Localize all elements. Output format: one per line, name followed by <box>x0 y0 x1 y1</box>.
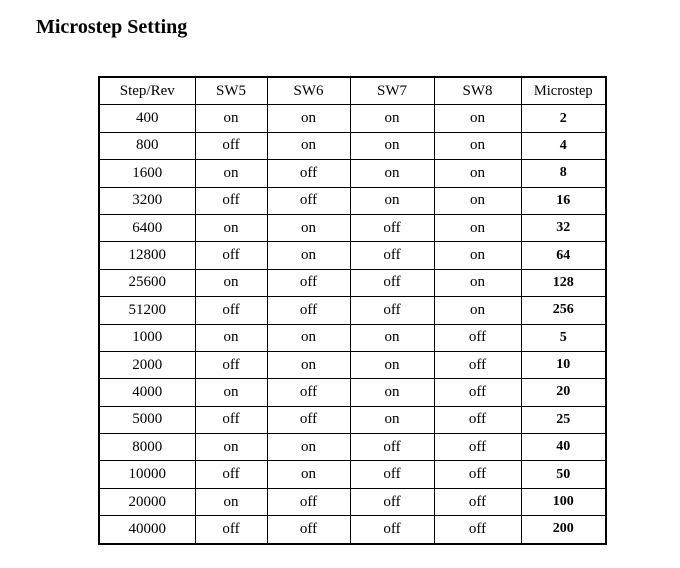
table-header <box>99 77 606 105</box>
sw5-cell: off <box>195 406 267 433</box>
microstep-cell: 25 <box>521 406 606 433</box>
table-row <box>99 132 606 159</box>
microstep-cell: 128 <box>521 269 606 296</box>
microstep-cell: 20 <box>521 379 606 406</box>
sw5-cell: off <box>195 132 267 159</box>
sw8-cell: on <box>434 242 521 269</box>
step-rev-cell: 40000 <box>99 516 195 544</box>
sw6-cell: off <box>267 406 350 433</box>
sw7-cell: on <box>350 105 434 132</box>
sw8-cell: off <box>434 461 521 488</box>
step-rev-cell: 25600 <box>99 269 195 296</box>
sw7-cell: on <box>350 187 434 214</box>
sw8-cell: on <box>434 105 521 132</box>
sw5-cell: on <box>195 324 267 351</box>
column-header-sw6: SW6 <box>267 77 350 105</box>
sw5-cell: off <box>195 242 267 269</box>
table-row <box>99 242 606 269</box>
step-rev-cell: 2000 <box>99 351 195 378</box>
sw8-cell: off <box>434 434 521 461</box>
sw7-cell: off <box>350 269 434 296</box>
sw6-cell: off <box>267 269 350 296</box>
step-rev-cell: 1000 <box>99 324 195 351</box>
sw8-cell: on <box>434 269 521 296</box>
column-header-sw7: SW7 <box>350 77 434 105</box>
sw7-cell: off <box>350 297 434 324</box>
step-rev-cell: 6400 <box>99 214 195 241</box>
sw6-cell: on <box>267 351 350 378</box>
sw6-cell: off <box>267 187 350 214</box>
table-row <box>99 488 606 515</box>
sw7-cell: off <box>350 461 434 488</box>
sw7-cell: on <box>350 379 434 406</box>
table-row <box>99 406 606 433</box>
microstep-cell: 64 <box>521 242 606 269</box>
step-rev-cell: 1600 <box>99 160 195 187</box>
sw5-cell: off <box>195 297 267 324</box>
sw7-cell: on <box>350 132 434 159</box>
sw7-cell: off <box>350 434 434 461</box>
table-row <box>99 324 606 351</box>
table-row <box>99 160 606 187</box>
sw7-cell: on <box>350 160 434 187</box>
table-row <box>99 379 606 406</box>
sw6-cell: on <box>267 434 350 461</box>
sw8-cell: on <box>434 160 521 187</box>
sw8-cell: off <box>434 379 521 406</box>
microstep-cell: 50 <box>521 461 606 488</box>
table-row <box>99 214 606 241</box>
step-rev-cell: 4000 <box>99 379 195 406</box>
table-row <box>99 461 606 488</box>
sw6-cell: off <box>267 297 350 324</box>
table-row <box>99 187 606 214</box>
sw8-cell: on <box>434 132 521 159</box>
sw7-cell: on <box>350 351 434 378</box>
sw5-cell: on <box>195 434 267 461</box>
microstep-cell: 16 <box>521 187 606 214</box>
microstep-cell: 100 <box>521 488 606 515</box>
sw7-cell: off <box>350 516 434 544</box>
sw7-cell: on <box>350 406 434 433</box>
sw5-cell: on <box>195 488 267 515</box>
step-rev-cell: 3200 <box>99 187 195 214</box>
table-row <box>99 105 606 132</box>
step-rev-cell: 5000 <box>99 406 195 433</box>
sw6-cell: on <box>267 242 350 269</box>
sw8-cell: on <box>434 297 521 324</box>
sw5-cell: on <box>195 379 267 406</box>
sw6-cell: on <box>267 132 350 159</box>
sw5-cell: on <box>195 269 267 296</box>
table-row <box>99 351 606 378</box>
sw5-cell: on <box>195 105 267 132</box>
sw8-cell: on <box>434 187 521 214</box>
header-row <box>99 77 606 105</box>
step-rev-cell: 51200 <box>99 297 195 324</box>
step-rev-cell: 800 <box>99 132 195 159</box>
sw6-cell: off <box>267 516 350 544</box>
table-row <box>99 434 606 461</box>
table-row <box>99 297 606 324</box>
column-header-step-rev: Step/Rev <box>99 77 195 105</box>
microstep-cell: 10 <box>521 351 606 378</box>
sw6-cell: on <box>267 324 350 351</box>
sw5-cell: on <box>195 214 267 241</box>
sw6-cell: on <box>267 214 350 241</box>
column-header-sw5: SW5 <box>195 77 267 105</box>
sw5-cell: off <box>195 516 267 544</box>
step-rev-cell: 400 <box>99 105 195 132</box>
sw7-cell: off <box>350 488 434 515</box>
sw5-cell: off <box>195 187 267 214</box>
step-rev-cell: 10000 <box>99 461 195 488</box>
sw7-cell: on <box>350 324 434 351</box>
microstep-cell: 2 <box>521 105 606 132</box>
step-rev-cell: 12800 <box>99 242 195 269</box>
column-header-microstep: Microstep <box>521 77 606 105</box>
sw8-cell: on <box>434 214 521 241</box>
microstep-cell: 256 <box>521 297 606 324</box>
sw7-cell: off <box>350 242 434 269</box>
step-rev-cell: 8000 <box>99 434 195 461</box>
step-rev-cell: 20000 <box>99 488 195 515</box>
sw7-cell: off <box>350 214 434 241</box>
microstep-cell: 40 <box>521 434 606 461</box>
microstep-cell: 8 <box>521 160 606 187</box>
microstep-cell: 200 <box>521 516 606 544</box>
table-row <box>99 516 606 544</box>
table-body <box>99 105 606 544</box>
sw5-cell: on <box>195 160 267 187</box>
microstep-cell: 4 <box>521 132 606 159</box>
sw8-cell: off <box>434 406 521 433</box>
page-title: Microstep Setting <box>36 16 188 38</box>
microstep-table <box>98 76 607 545</box>
sw6-cell: on <box>267 105 350 132</box>
microstep-cell: 5 <box>521 324 606 351</box>
sw5-cell: off <box>195 351 267 378</box>
column-header-sw8: SW8 <box>434 77 521 105</box>
sw6-cell: on <box>267 461 350 488</box>
sw6-cell: off <box>267 160 350 187</box>
sw5-cell: off <box>195 461 267 488</box>
sw6-cell: off <box>267 488 350 515</box>
sw8-cell: off <box>434 516 521 544</box>
sw8-cell: off <box>434 351 521 378</box>
sw8-cell: off <box>434 488 521 515</box>
sw8-cell: off <box>434 324 521 351</box>
table-row <box>99 269 606 296</box>
microstep-cell: 32 <box>521 214 606 241</box>
sw6-cell: off <box>267 379 350 406</box>
